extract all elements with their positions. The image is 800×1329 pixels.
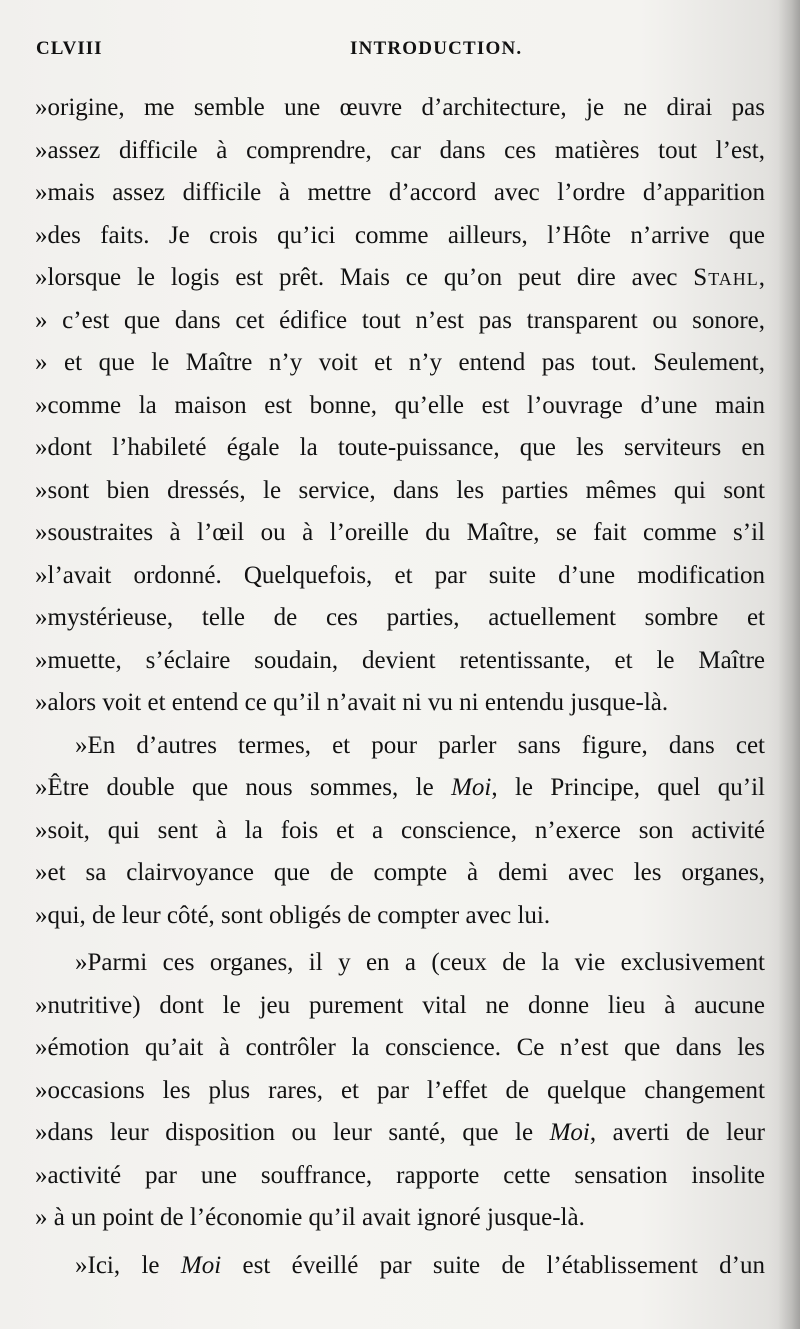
text-line: »sont bien dressés, le service, dans les parties mêmes qui sont bbox=[35, 476, 765, 504]
paragraph-start-line: »En d’autres termes, et pour parler sans figure, dans cet bbox=[75, 731, 765, 759]
text-line: »nutritive) dont le jeu purement vital ne donne lieu à aucune bbox=[35, 991, 765, 1019]
page-header bbox=[36, 38, 766, 68]
text-line bbox=[35, 257, 765, 300]
text-line: »des faits. Je crois qu’ici comme ailleurs, l’Hôte n’arrive que bbox=[35, 221, 765, 249]
paragraph-start-line bbox=[35, 1245, 765, 1288]
text-line: »émotion qu’ait à contrôler la conscience. Ce n’est que dans les bbox=[35, 1034, 765, 1061]
text-line bbox=[35, 767, 765, 810]
text-fragment: est éveillé par suite de l’établissement d’un bbox=[242, 1251, 765, 1279]
text-line: »muette, s’éclaire soudain, devient retentissante, et le Maître bbox=[35, 646, 765, 674]
italic-moi: Moi bbox=[180, 1251, 222, 1279]
text-fragment: , bbox=[758, 264, 765, 291]
text-line: »dont l’habileté égale la toute-puissance, que les serviteurs en bbox=[35, 434, 765, 461]
author-name-stahl: Stahl bbox=[693, 264, 759, 291]
text-line: » c’est que dans cet édifice tout n’est pas transparent ou sonore, bbox=[35, 306, 765, 334]
text-line: » à un point de l’économie qu’il avait ignoré jusque-là. bbox=[35, 1204, 585, 1231]
text-fragment: »dans leur disposition ou leur santé, que le bbox=[35, 1119, 534, 1146]
text-line: »soustraites à l’œil ou à l’oreille du Maître, se fait comme s’il bbox=[35, 519, 765, 546]
text-fragment: , averti de leur bbox=[589, 1119, 766, 1146]
text-line: »origine, me semble une œuvre d’architecture, je ne dirai pas bbox=[35, 94, 765, 121]
text-line: »mais assez difficile à mettre d’accord avec l’ordre d’apparition bbox=[35, 179, 765, 206]
italic-moi: Moi bbox=[549, 1119, 590, 1146]
text-line: »occasions les plus rares, et par l’effet de quelque changement bbox=[35, 1076, 765, 1104]
text-line: »comme la maison est bonne, qu’elle est l’ouvrage d’une main bbox=[35, 391, 765, 419]
page-edge-shadow bbox=[778, 0, 800, 1329]
italic-moi: Moi bbox=[451, 774, 492, 801]
text-line: »soit, qui sent à la fois et a conscience, n’exerce son activité bbox=[35, 816, 765, 844]
text-line: »mystérieuse, telle de ces parties, actuellement sombre et bbox=[35, 604, 765, 631]
text-fragment: »lorsque le logis est prêt. Mais ce qu’on peut dire avec bbox=[35, 264, 678, 291]
text-line: »qui, de leur côté, sont obligés de compter avec lui. bbox=[35, 901, 551, 929]
paragraph-start-line: »Parmi ces organes, il y en a (ceux de la vie exclusivement bbox=[75, 949, 765, 976]
running-title: INTRODUCTION. bbox=[350, 38, 523, 59]
text-line: »activité par une souffrance, rapporte cette sensation insolite bbox=[35, 1161, 765, 1189]
page-number: CLVIII bbox=[36, 38, 103, 59]
body-text bbox=[35, 87, 765, 1287]
text-fragment: »Être double que nous sommes, le bbox=[35, 774, 434, 801]
text-line: »assez difficile à comprendre, car dans ces matières tout l’est, bbox=[35, 136, 765, 164]
text-line: »et sa clairvoyance que de compte à demi avec les organes, bbox=[35, 859, 765, 886]
text-line: »alors voit et entend ce qu’il n’avait ni vu ni entendu jusque-là. bbox=[35, 689, 669, 716]
text-line: »l’avait ordonné. Quelquefois, et par suite d’une modification bbox=[35, 561, 765, 589]
text-line bbox=[35, 1112, 765, 1155]
text-fragment: »Ici, le bbox=[75, 1251, 160, 1279]
text-fragment: , le Principe, quel qu’il bbox=[491, 774, 765, 801]
text-line: » et que le Maître n’y voit et n’y entend pas tout. Seulement, bbox=[35, 349, 765, 376]
